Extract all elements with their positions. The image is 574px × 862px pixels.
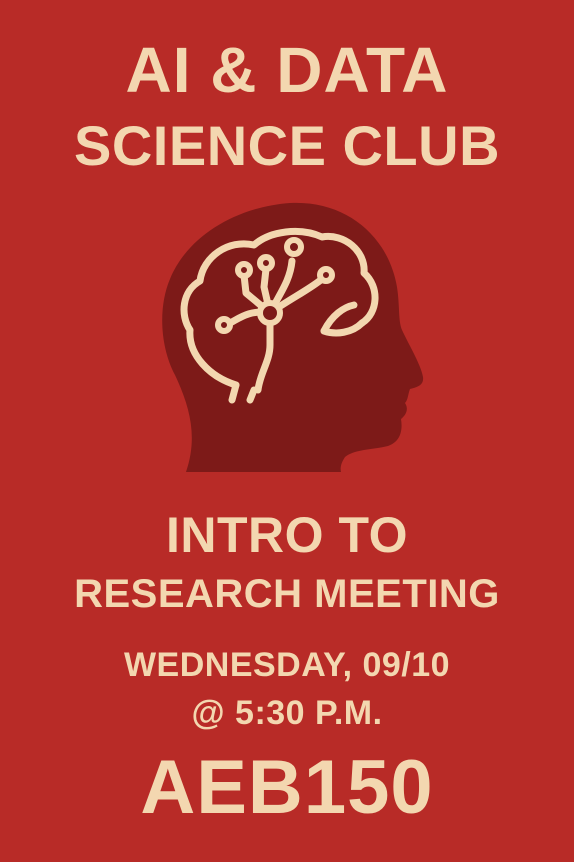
- event-date: WEDNESDAY, 09/10: [123, 646, 451, 684]
- club-name-line-1: AI & DATA: [125, 34, 449, 106]
- club-name-line-2: SCIENCE CLUB: [73, 114, 501, 177]
- event-room: AEB150: [140, 745, 434, 830]
- event-title-line-2: RESEARCH MEETING: [74, 572, 500, 616]
- event-title-line-1: INTRO TO: [166, 507, 408, 563]
- head-brain-illustration: [140, 195, 440, 495]
- event-time: @ 5:30 P.M.: [191, 694, 383, 732]
